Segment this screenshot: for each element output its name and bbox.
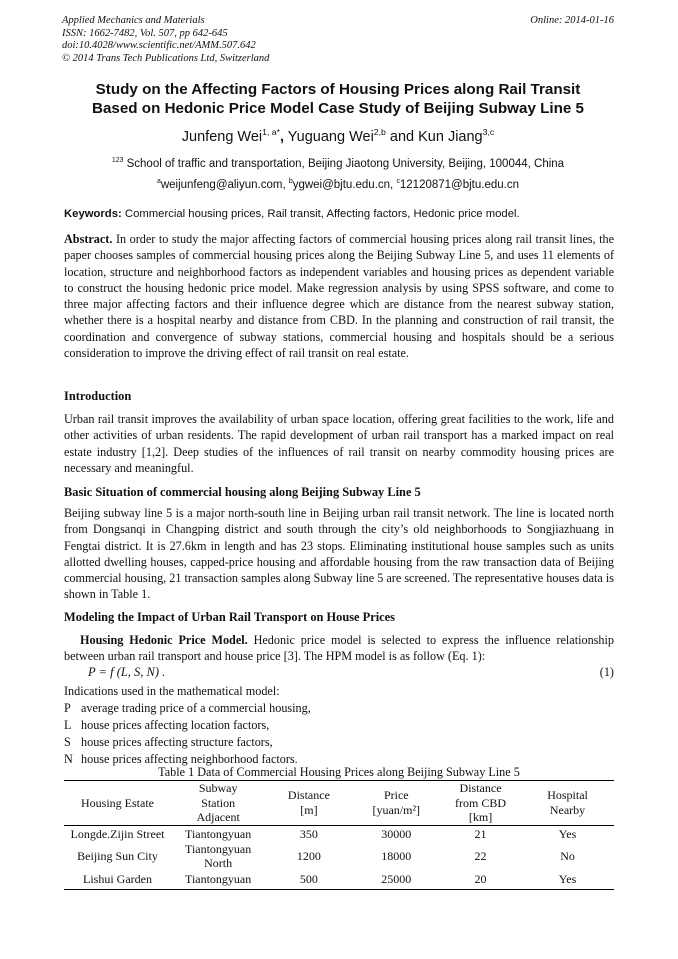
author-separator: , [280, 129, 285, 145]
journal-header [62, 15, 269, 65]
keywords [64, 208, 616, 220]
affiliation [62, 158, 614, 170]
hpm-text: Hedonic price model is selected to express the influence relationship between urban rail transport and house price [3]. The HPM model is as follow (Eq. 1): [64, 633, 614, 664]
hpm-label: Housing Hedonic Price Model. [80, 633, 248, 647]
col-distance: Distance [m] [287, 788, 330, 817]
author-3: and Kun Jiang [385, 129, 483, 145]
cell-distance: 350 [299, 826, 318, 841]
basic-situation-heading: Basic Situation of commercial housing along Beijing Subway Line 5 [64, 485, 421, 499]
col-housing-estate: Housing Estate [81, 795, 155, 810]
col-price: Price [yuan/m²] [372, 788, 421, 817]
author-1-sup: 1, a* [262, 127, 280, 138]
indication-text: house prices affecting location factors, [81, 718, 270, 732]
indication-symbol: P [64, 701, 71, 715]
cell-price: 18000 [381, 849, 412, 864]
cell-price: 30000 [381, 826, 412, 841]
indication-symbol: N [64, 752, 73, 766]
modeling-heading: Modeling the Impact of Urban Rail Transport on House Prices [64, 610, 395, 624]
email-a-sup: a [156, 178, 161, 186]
indication-text: house prices affecting structure factors, [81, 735, 273, 749]
cell-estate: Beijing Sun City [77, 849, 158, 864]
col-distance-cbd: Distance from CBD [km] [455, 781, 507, 824]
email-b-sup: b [288, 178, 293, 186]
cell-estate: Longde.Zijin Street [70, 826, 165, 841]
cell-station: Tiantongyuan [185, 826, 252, 841]
cell-cbd: 22 [474, 849, 487, 864]
cell-station: Tiantongyuan North [185, 842, 252, 871]
indication-symbol: S [64, 735, 71, 749]
title-line-2: Based on Hedonic Price Model Case Study of Beijing Subway Line 5 [91, 100, 584, 117]
indications-intro: Indications used in the mathematical model: [64, 684, 280, 698]
title-line-1: Study on the Affecting Factors of Housing Prices along Rail Transit [95, 81, 581, 98]
indication-item [64, 717, 614, 734]
author-2-sup: 2,b [373, 127, 386, 138]
emails [62, 179, 614, 191]
author-1: Junfeng Wei [181, 129, 263, 145]
author-2: Yuguang Wei [284, 129, 374, 145]
intro-heading: Introduction [64, 389, 132, 403]
cell-estate: Lishui Garden [83, 871, 152, 886]
online-date: Online: 2014-01-16 [530, 15, 614, 26]
email-b: ygwei@bjtu.edu.cn, [292, 179, 397, 191]
cell-distance: 500 [299, 871, 318, 886]
keywords-text: Commercial housing prices, Rail transit, Affecting factors, Hedonic price model. [121, 208, 520, 220]
indications [64, 683, 614, 768]
table-header-row [64, 781, 614, 826]
cell-hospital: Yes [558, 826, 577, 841]
housing-price-table [64, 780, 614, 890]
cell-hospital: Yes [558, 871, 577, 886]
col-hospital: Hospital Nearby [547, 788, 588, 817]
equation: P = f (L, S, N) . [88, 665, 166, 679]
table-row [64, 843, 614, 871]
cell-price: 25000 [381, 871, 412, 886]
cell-cbd: 20 [474, 871, 487, 886]
email-c: 12120871@bjtu.edu.cn [399, 179, 519, 191]
table-caption: Table 1 Data of Commercial Housing Prices along Beijing Subway Line 5 [158, 765, 520, 779]
email-c-sup: c [396, 178, 400, 186]
abstract [64, 231, 614, 361]
col-subway-station: Subway Station Adjacent [196, 781, 240, 824]
abstract-text: In order to study the major affecting factors of commercial housing prices along rail transit lines, the paper chooses samples of commercial housing prices along the Beijing Subway Line 5, and uses 11 elements of location, structure and neighborhood factors as independent variables and housing prices as dependent variable to construct the housing hedonic price model. Make regression analysis by using SPSS software, and come to three major affecting factors and their influence degree which are distance from the nearest subway station, whether there is a hospital nearby and distance from CBD. In the planning and construction of rail transit, the coordination and convergence of subway stations, commercial housing and hospitals should be a serious consideration to improve the driving effect of rail transit on real estate. [64, 232, 614, 361]
copyright: © 2014 Trans Tech Publications Ltd, Switzerland [62, 52, 270, 64]
affiliation-sup: 123 [111, 157, 124, 165]
hpm-paragraph [64, 632, 614, 665]
indication-item [64, 734, 614, 751]
authors [62, 129, 614, 145]
intro-text: Urban rail transit improves the availability of urban space location, offering great facilities to the work, life and other activities of urban residents. The rapid development of urban rail transport has a marked impact on real estate industry [1,2]. Deep studies of the influences of rail transit on nearby commodity housing prices are necessary and meaningful. [64, 412, 614, 475]
email-a: weijunfeng@aliyun.com, [160, 179, 289, 191]
keywords-label: Keywords: [64, 208, 122, 220]
indication-symbol: L [64, 718, 72, 732]
indication-text: house prices affecting neighborhood factors. [81, 752, 298, 766]
abstract-label: Abstract. [64, 232, 113, 246]
paper-title [62, 80, 614, 118]
cell-station: Tiantongyuan [185, 871, 252, 886]
indication-text: average trading price of a commercial housing, [81, 701, 311, 715]
affiliation-text: School of traffic and transportation, Beijing Jiaotong University, Beijing, 100044, China [126, 158, 565, 170]
author-3-sup: 3,c [482, 127, 495, 138]
table-row [64, 871, 614, 889]
issn: ISSN: 1662-7482, Vol. 507, pp 642-645 [62, 27, 228, 39]
table-row [64, 825, 614, 843]
equation-number: (1) [599, 665, 614, 679]
doi: doi:10.4028/www.scientific.net/AMM.507.642 [62, 40, 256, 51]
cell-cbd: 21 [474, 826, 487, 841]
journal-name: Applied Mechanics and Materials [62, 15, 205, 26]
cell-hospital: No [560, 849, 575, 864]
cell-distance: 1200 [296, 849, 321, 864]
basic-situation-text: Beijing subway line 5 is a major north-south line in Beijing urban rail transit network. The line is located north from Dongsanqi in Changping district and south through the city’s old neighborhoods to Songjiazhuang in Fengtai district. It is 27.6km in length and has 23 stops. Eliminating institutional house samples such as units allotted dwelling houses, capped-price housing and affordable housing from the raw transaction data of Beijing commercial housing, 21 transaction samples along Subway line 5 are screened. The representative houses data is shown in Table 1. [64, 506, 614, 602]
indication-item [64, 700, 614, 717]
